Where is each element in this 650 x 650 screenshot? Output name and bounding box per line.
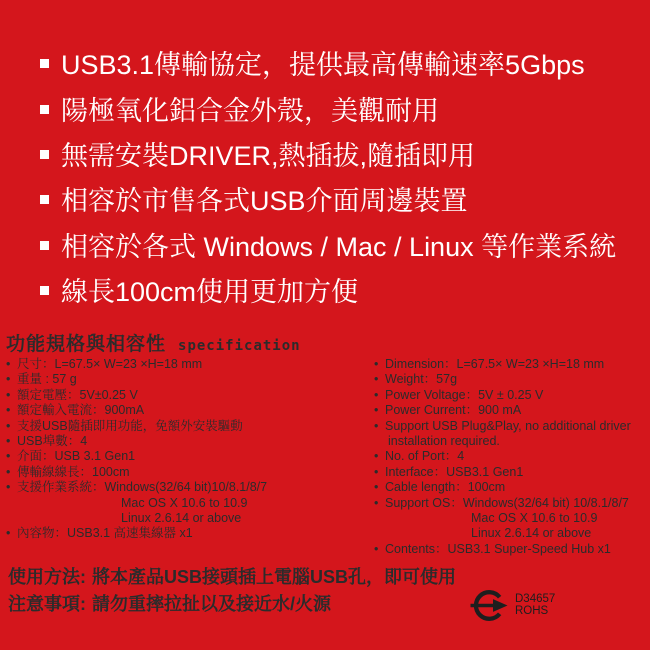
spec-text: 內容物：USB3.1 高速集線器 x1 — [17, 526, 193, 541]
spec-line — [374, 372, 631, 387]
spec-text: Support OS：Windows(32/64 bit) 10/8.1/8/7 — [385, 495, 629, 510]
dot-bullet-icon — [6, 434, 17, 449]
feature-item — [40, 85, 616, 130]
spec-heading-zh: 功能規格與相容性 — [6, 334, 167, 355]
spec-column-chinese — [6, 357, 267, 542]
certification-label: ROHS — [515, 605, 549, 617]
usage-caution-line — [8, 590, 456, 617]
spec-text: USB埠數：4 — [17, 434, 88, 449]
spec-column-english — [374, 357, 631, 557]
spec-line — [374, 496, 631, 511]
spec-heading — [6, 329, 301, 356]
dot-bullet-icon — [6, 372, 17, 387]
dot-bullet-icon — [6, 511, 17, 526]
dot-bullet-icon — [6, 496, 17, 511]
feature-item — [40, 222, 616, 267]
spec-line — [374, 542, 631, 557]
spec-line — [6, 434, 267, 449]
dot-bullet-icon — [6, 526, 17, 541]
dot-bullet-icon — [374, 449, 385, 464]
dot-bullet-icon — [6, 403, 17, 418]
certification-mark — [470, 586, 555, 624]
dot-bullet-icon — [374, 372, 385, 387]
usage-section — [8, 563, 456, 616]
spec-text: Dimension：L=67.5× W=23 ×H=18 mm — [385, 357, 605, 371]
spec-line — [374, 480, 631, 495]
usage-method-label: 使用方法: — [8, 567, 86, 587]
spec-text: 支援USB隨插即用功能，免額外安裝驅動 — [17, 418, 243, 433]
spec-line — [374, 434, 631, 449]
spec-text: Mac OS X 10.6 to 10.9 — [121, 495, 248, 510]
dot-bullet-icon — [6, 388, 17, 403]
dot-bullet-icon — [6, 465, 17, 480]
spec-heading-en: specification — [178, 338, 301, 354]
spec-text: Interface：USB3.1 Gen1 — [385, 464, 524, 479]
spec-text: 尺寸：L=67.5× W=23 ×H=18 mm — [17, 357, 203, 371]
dot-bullet-icon — [374, 357, 385, 372]
spec-line — [374, 526, 631, 541]
dot-bullet-icon — [374, 465, 385, 480]
spec-line — [374, 388, 631, 403]
dot-bullet-icon — [374, 419, 385, 434]
spec-line — [374, 403, 631, 418]
spec-text: No. of Port：4 — [385, 449, 465, 464]
usage-caution-label: 注意事項: — [8, 593, 86, 614]
spec-line — [374, 511, 631, 526]
spec-text: Linux 2.6.14 or above — [471, 526, 592, 541]
square-bullet-icon — [40, 105, 49, 114]
dot-bullet-icon — [374, 403, 385, 418]
square-bullet-icon — [40, 195, 49, 204]
certification-text — [515, 593, 555, 618]
certification-code: D34657 — [515, 592, 556, 605]
spec-line — [6, 526, 267, 541]
spec-line — [6, 403, 267, 418]
feature-list — [40, 40, 616, 312]
spec-line — [374, 357, 631, 372]
spec-line — [374, 465, 631, 480]
dot-bullet-icon — [6, 419, 17, 434]
feature-text: 線長100cm使用更加方便 — [61, 277, 359, 308]
feature-text: 相容於各式 Windows / Mac / Linux 等作業系統 — [61, 231, 617, 262]
square-bullet-icon — [40, 241, 49, 250]
feature-text: 相容於市售各式USB介面周邊裝置 — [61, 186, 468, 217]
dot-bullet-icon — [6, 357, 17, 372]
dot-bullet-icon — [374, 480, 385, 495]
spec-line — [6, 419, 267, 434]
feature-item — [40, 131, 616, 176]
square-bullet-icon — [40, 150, 49, 159]
spec-text: 介面：USB 3.1 Gen1 — [17, 449, 136, 464]
spec-line — [6, 465, 267, 480]
spec-text: 額定輸入電流：900mA — [17, 403, 145, 418]
dot-bullet-icon — [374, 434, 385, 449]
dot-bullet-icon — [6, 480, 17, 495]
dot-bullet-icon — [374, 511, 385, 526]
spec-text: Mac OS X 10.6 to 10.9 — [471, 511, 598, 526]
spec-text: Linux 2.6.14 or above — [121, 511, 242, 526]
spec-line — [6, 480, 267, 495]
dot-bullet-icon — [374, 388, 385, 403]
spec-text: installation required. — [388, 434, 500, 449]
spec-line — [6, 388, 267, 403]
spec-text: Cable length：100cm — [385, 480, 506, 495]
spec-line — [6, 449, 267, 464]
feature-text: 陽極氧化鋁合金外殼，美觀耐用 — [61, 95, 439, 126]
feature-text: USB3.1傳輸協定，提供最高傳輸速率5Gbps — [61, 50, 585, 81]
spec-line — [6, 496, 267, 511]
dot-bullet-icon — [374, 496, 385, 511]
usage-caution-text: 請勿重摔拉扯以及接近水/火源 — [92, 593, 331, 614]
spec-line — [374, 449, 631, 464]
spec-text: 重量 : 57 g — [17, 372, 77, 387]
spec-text: Power Voltage：5V ± 0.25 V — [385, 387, 544, 402]
square-bullet-icon — [40, 59, 49, 68]
usage-method-text: 將本產品USB接頭插上電腦USB孔，即可使用 — [92, 567, 457, 587]
spec-text: Support USB Plug&Play, no additional driver — [385, 418, 631, 433]
feature-item — [40, 176, 616, 221]
spec-text: Power Current：900 mA — [385, 403, 522, 418]
bsmi-arrow-circle-icon — [470, 586, 510, 624]
dot-bullet-icon — [374, 526, 385, 541]
spec-text: Contents：USB3.1 Super-Speed Hub x1 — [385, 541, 611, 556]
feature-item — [40, 40, 616, 85]
feature-text: 無需安裝DRIVER,熱插拔,隨插即用 — [61, 140, 476, 171]
dot-bullet-icon — [6, 449, 17, 464]
feature-item — [40, 267, 616, 312]
spec-line — [6, 372, 267, 387]
usage-method-line — [8, 563, 456, 590]
spec-line — [374, 419, 631, 434]
spec-text: 傳輸線線長：100cm — [17, 464, 130, 479]
square-bullet-icon — [40, 286, 49, 295]
spec-line — [6, 511, 267, 526]
spec-text: 支援作業系統：Windows(32/64 bit)10/8.1/8/7 — [17, 480, 268, 495]
dot-bullet-icon — [374, 542, 385, 557]
spec-text: 額定電壓：5V±0.25 V — [17, 387, 138, 402]
spec-line — [6, 357, 267, 372]
spec-text: Weight：57g — [385, 372, 458, 387]
